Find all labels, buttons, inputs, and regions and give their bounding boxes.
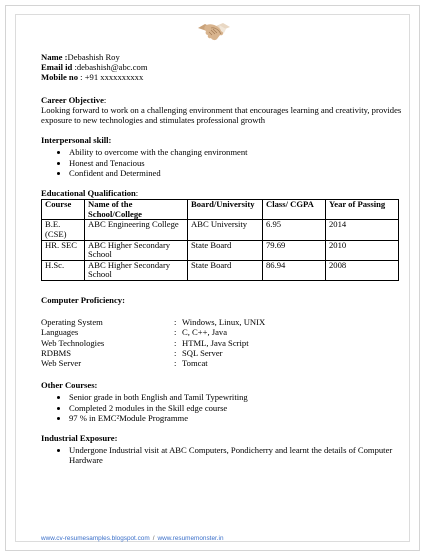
- table-row: [42, 260, 399, 280]
- name-value: Debashish Roy: [67, 52, 120, 62]
- list-item: [41, 358, 405, 368]
- cell-school: ABC Higher Secondary School: [85, 240, 188, 260]
- skill-sep: :: [174, 327, 177, 338]
- email-value: :debashish@abc.com: [74, 62, 148, 73]
- skill-key: Languages: [41, 327, 79, 338]
- email-line: [41, 62, 405, 72]
- career-title-text: Career Objective: [41, 94, 104, 105]
- header-board: Board/University: [188, 200, 263, 220]
- table-header-row: [42, 200, 399, 220]
- career-colon: :: [103, 94, 107, 105]
- name-label: Name :: [41, 52, 68, 62]
- cell-class: 86.94: [263, 260, 326, 280]
- list-item: [41, 327, 405, 337]
- cell-board: State Board: [188, 260, 263, 280]
- education-table: [41, 199, 399, 281]
- interpersonal-title: Interpersonal skill:: [41, 135, 112, 146]
- footer: [41, 535, 224, 542]
- footer-link-monster[interactable]: www.resumemonster.in: [157, 535, 224, 542]
- computer-title: Computer Proficiency:: [41, 294, 125, 305]
- table-row: [42, 240, 399, 260]
- other-title: Other Courses:: [41, 380, 98, 391]
- list-item: • Honest and Tenacious: [69, 158, 405, 168]
- cell-course: HR. SEC: [42, 240, 85, 260]
- mobile-line: [41, 72, 405, 82]
- cell-course: B.E.(CSE): [42, 220, 85, 240]
- skill-value: HTML, Java Script: [182, 337, 249, 348]
- mobile-label: Mobile no: [41, 72, 79, 83]
- list-item: • Ability to overcome with the changing environment: [69, 147, 405, 157]
- skill-sep: :: [174, 337, 177, 348]
- skill-value: C, C++, Java: [182, 327, 228, 338]
- list-item: • Senior grade in both English and Tamil Typewriting: [69, 392, 405, 402]
- resume-content: [41, 52, 405, 466]
- list-item: • Confident and Determined: [69, 168, 405, 178]
- cell-year: 2010: [326, 240, 399, 260]
- education-title: [41, 188, 405, 198]
- skill-value: Tomcat: [182, 358, 208, 368]
- skill-key: Operating System: [41, 317, 103, 328]
- cell-board: ABC University: [188, 220, 263, 240]
- education-title-text: Educational Qualification: [41, 188, 136, 199]
- list-item: [41, 348, 405, 358]
- cell-school: ABC Engineering College: [85, 220, 188, 240]
- footer-separator: /: [152, 535, 155, 542]
- header-school: Name of the School/College: [85, 200, 188, 220]
- other-list: [41, 392, 405, 423]
- list-item: • 97 % in EMC²Module Programme: [69, 413, 405, 423]
- cell-board: State Board: [188, 240, 263, 260]
- list-item: • Undergone Industrial visit at ABC Computers, Pondicherry and learnt the details of Computer Hardware: [69, 445, 405, 465]
- skill-key: RDBMS: [41, 347, 72, 358]
- cell-school: ABC Higher Secondary School: [85, 260, 188, 280]
- interpersonal-list: [41, 147, 405, 178]
- header-course: Course: [42, 200, 85, 220]
- skill-value: SQL Server: [182, 347, 223, 358]
- handshake-icon: [197, 18, 231, 44]
- industrial-list: [41, 445, 405, 465]
- skill-sep: :: [174, 358, 177, 368]
- email-label: Email id: [41, 62, 73, 73]
- skill-sep: :: [174, 317, 177, 328]
- skill-key: Web Server: [41, 358, 82, 368]
- mobile-value: : +91 xxxxxxxxxx: [80, 72, 144, 83]
- name-line: [41, 52, 405, 62]
- header-class: Class/ CGPA: [263, 200, 326, 220]
- skill-value: Windows, Linux, UNIX: [182, 317, 266, 328]
- header-year: Year of Passing: [326, 200, 399, 220]
- cell-class: 79.69: [263, 240, 326, 260]
- list-item: [41, 317, 405, 327]
- skill-key: Web Technologies: [41, 337, 105, 348]
- cell-class: 6.95: [263, 220, 326, 240]
- career-text: Looking forward to work on a challenging environment that encourages learning and creativity, provides exposure to new technologies and stimulates professional growth: [41, 104, 402, 126]
- career-title: [41, 95, 405, 105]
- list-item: [41, 338, 405, 348]
- footer-link-cv[interactable]: www.cv-resumesamples.blogspot.com: [41, 535, 150, 542]
- skill-sep: :: [174, 347, 177, 358]
- list-item: • Completed 2 modules in the Skill edge course: [69, 403, 405, 413]
- cell-course: H.Sc.: [42, 260, 85, 280]
- industrial-title: Industrial Exposure:: [41, 433, 118, 444]
- cell-year: 2014: [326, 220, 399, 240]
- computer-list: [41, 317, 405, 368]
- education-colon: :: [135, 188, 139, 199]
- table-row: [42, 220, 399, 240]
- cell-year: 2008: [326, 260, 399, 280]
